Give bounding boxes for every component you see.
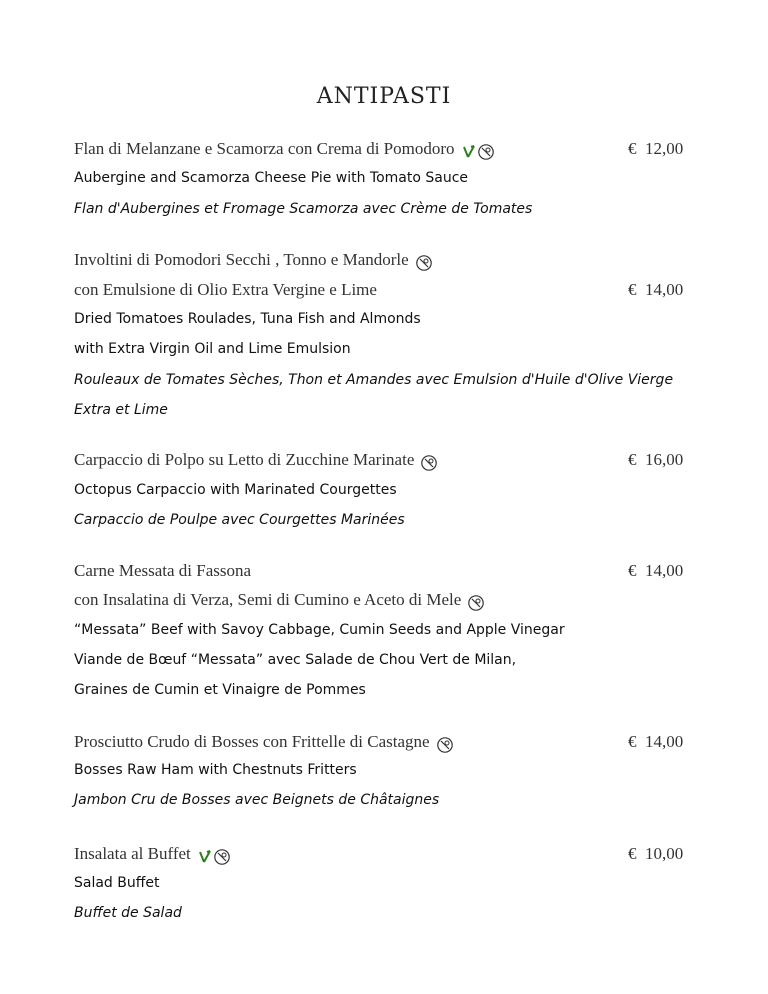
dish-name-french: Carpaccio de Poulpe avec Courgettes Marinées <box>74 512 405 528</box>
dish-name-italian-line2: con Insalatina di Verza, Semi di Cumino e Aceto di Mele <box>74 590 485 612</box>
price: € 14,00 <box>628 280 684 299</box>
allergen-circle-icon <box>213 848 231 866</box>
dish-name-french: Rouleaux de Tomates Sèches, Thon et Amandes avec Emulsion d'Huile d'Olive Vierge <box>74 372 674 388</box>
vegetarian-leaf-icon <box>461 144 477 160</box>
dish-name-english: “Messata” Beef with Savoy Cabbage, Cumin Seeds and Apple Vinegar <box>74 622 565 638</box>
dish-name-italian: Involtini di Pomodori Secchi , Tonno e Mandorle <box>74 250 433 272</box>
price: € 12,00 <box>628 139 684 158</box>
dish-name-french: Flan d'Aubergines et Fromage Scamorza avec Crème de Tomates <box>74 201 533 217</box>
dish-name-french: Jambon Cru de Bosses avec Beignets de Châtaignes <box>74 792 440 808</box>
dish-name-english: Aubergine and Scamorza Cheese Pie with Tomato Sauce <box>74 170 469 186</box>
dish-name-english: Salad Buffet <box>74 875 160 891</box>
section-title: ANTIPASTI <box>316 84 452 109</box>
dish-name-italian: Carne Messata di Fassona <box>74 561 252 580</box>
dish-name-english: Octopus Carpaccio with Marinated Courgettes <box>74 482 397 498</box>
price: € 14,00 <box>628 561 684 580</box>
price: € 10,00 <box>628 844 684 863</box>
dish-icons <box>415 252 433 272</box>
price: € 14,00 <box>628 732 684 751</box>
dish-name-italian: Prosciutto Crudo di Bosses con Frittelle di Castagne <box>74 732 454 754</box>
allergen-circle-icon <box>415 254 433 272</box>
dish-name-french: Buffet de Salad <box>74 905 182 921</box>
dish-icons <box>467 592 485 612</box>
dish-name-italian: Flan di Melanzane e Scamorza con Crema di Pomodoro <box>74 139 495 161</box>
dish-icons <box>461 141 495 161</box>
dish-name-english-line2: with Extra Virgin Oil and Lime Emulsion <box>74 341 351 357</box>
allergen-circle-icon <box>467 594 485 612</box>
dish-icons <box>420 452 438 472</box>
dish-icons <box>197 846 231 866</box>
price: € 16,00 <box>628 450 684 469</box>
dish-name-french-line2: Graines de Cumin et Vinaigre de Pommes <box>74 682 366 698</box>
dish-name-italian-line2: con Emulsione di Olio Extra Vergine e Lime <box>74 280 377 299</box>
dish-name-french-line2: Extra et Lime <box>74 402 168 418</box>
dish-name-french: Viande de Bœuf “Messata” avec Salade de Chou Vert de Milan, <box>74 652 517 668</box>
allergen-circle-icon <box>436 736 454 754</box>
dish-name-italian: Carpaccio di Polpo su Letto di Zucchine Marinate <box>74 450 438 472</box>
allergen-circle-icon <box>420 454 438 472</box>
dish-name-english: Dried Tomatoes Roulades, Tuna Fish and Almonds <box>74 311 421 327</box>
vegetarian-leaf-icon <box>197 849 213 865</box>
dish-name-italian: Insalata al Buffet <box>74 844 231 866</box>
dish-name-english: Bosses Raw Ham with Chestnuts Fritters <box>74 762 357 778</box>
allergen-circle-icon <box>477 143 495 161</box>
dish-icons <box>436 734 454 754</box>
